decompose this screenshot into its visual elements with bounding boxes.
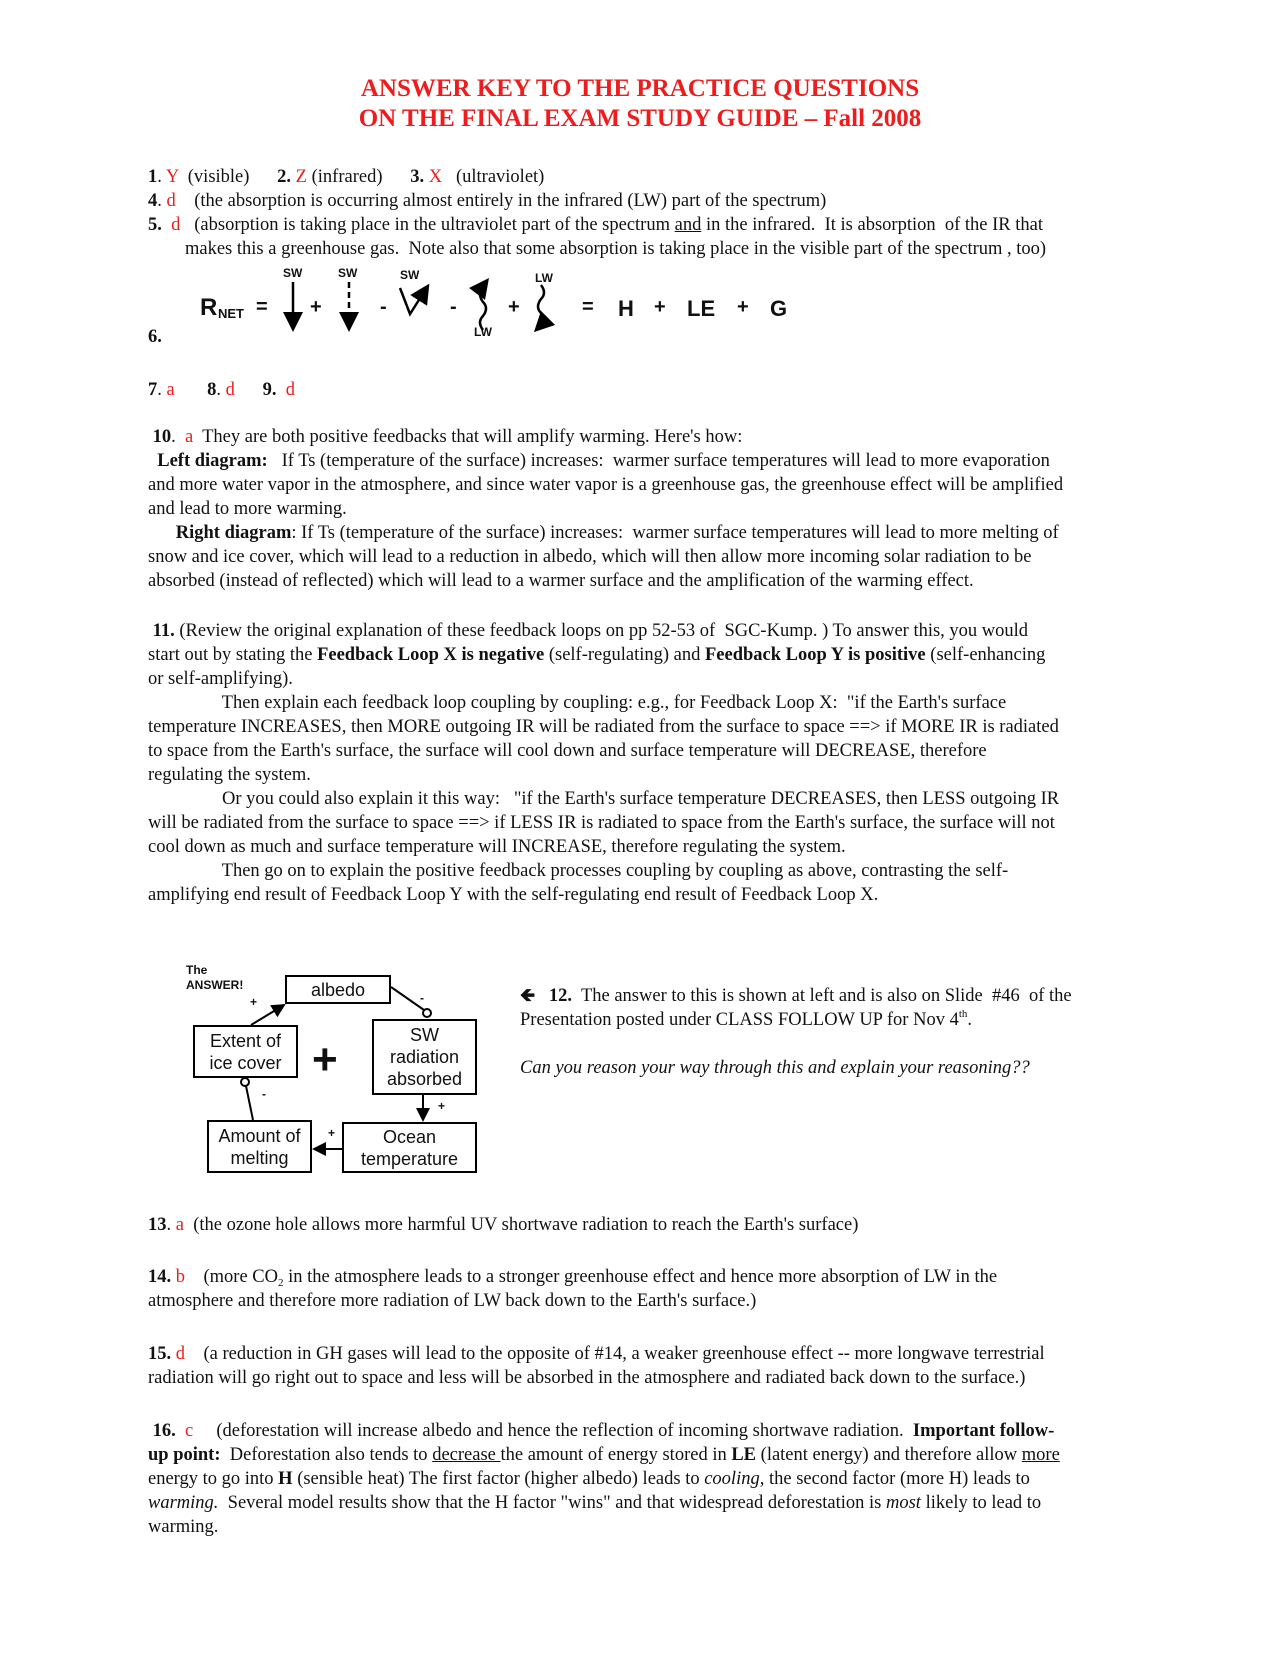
node-sw-absorbed <box>372 1019 477 1095</box>
diagram-heading-2: ANSWER! <box>186 978 244 992</box>
text-line <box>148 1213 1178 1237</box>
node-melting <box>207 1120 312 1173</box>
positive-loop-sign: + <box>312 1035 338 1084</box>
text-run: 2. <box>277 167 292 187</box>
answer-letter: c <box>185 1421 194 1441</box>
text-run: 5. <box>148 215 162 235</box>
text-line <box>148 1289 1178 1313</box>
text-run: more <box>1021 1445 1060 1465</box>
text-run: Deforestation also tends to <box>220 1445 433 1465</box>
text-run: They are both positive feedbacks that will amplify warming. Here's how: <box>193 427 743 447</box>
text-run: H <box>278 1469 293 1489</box>
answer-letter: d <box>171 215 181 235</box>
answer-14 <box>148 1265 1178 1313</box>
text-run: 2 <box>278 1277 284 1289</box>
node-ice-cover <box>193 1025 298 1078</box>
text-run: decrease <box>432 1445 501 1465</box>
text-run: (the absorption is occurring almost entirely in the infrared (LW) part of the spectrum) <box>175 191 827 211</box>
text-run: 11. <box>152 621 175 641</box>
text-run: and <box>674 215 702 235</box>
text-run: . <box>967 1010 973 1030</box>
title-line-2: ON THE FINAL EXAM STUDY GUIDE – Fall 2008 <box>358 105 922 132</box>
answer-letter: b <box>175 1267 185 1287</box>
eq-le: LE <box>687 296 716 321</box>
text-run: : If Ts (temperature of the surface) increases: warmer surface temperatures will lead to more melting of <box>291 523 1059 543</box>
answer-letter: X <box>428 167 443 187</box>
text-run: (infrared) <box>306 167 411 187</box>
answer-letter: d <box>225 380 235 400</box>
node-albedo <box>285 975 391 1004</box>
text-run: regulating the system. <box>148 765 311 785</box>
text-run: makes this a greenhouse gas. Note also that some absorption is taking place in the visible part of the spectrum , too) <box>148 239 1047 259</box>
answer-letter: a <box>166 380 175 400</box>
text-run: energy to go into <box>148 1469 279 1489</box>
text-run: 15. <box>148 1344 172 1364</box>
text-run: (ultraviolet) <box>442 167 545 187</box>
text-line <box>148 1491 1178 1515</box>
node-label: radiation <box>389 1047 460 1067</box>
text-line <box>148 1419 1178 1443</box>
eq-equals-1: = <box>256 296 268 318</box>
text-line <box>148 1366 1178 1390</box>
text-run: most <box>886 1493 921 1513</box>
sign-ice-albedo: + <box>250 995 258 1009</box>
text-run: (deforestation will increase albedo and hence the reflection of incoming shortwave radiation. <box>193 1421 913 1441</box>
node-ocean-temperature <box>342 1122 477 1173</box>
eq-lw-label-down: LW <box>535 271 553 285</box>
text-run: warming. <box>148 1517 219 1537</box>
text-line <box>520 1056 1180 1080</box>
text-run: 7 <box>148 380 158 400</box>
negative-link-circle-icon <box>423 1009 431 1017</box>
text-run: 4 <box>148 191 158 211</box>
answer-letter: d <box>285 380 295 400</box>
text-run: Left diagram: <box>157 451 268 471</box>
text-run: to space from the Earth's surface, the surface will cool down and surface temperature will DECREASE, therefore <box>148 741 987 761</box>
answer-13 <box>148 1213 1178 1237</box>
negative-link-circle-icon <box>241 1078 249 1086</box>
text-run: Presentation posted under CLASS FOLLOW UP for Nov 4 <box>520 1010 959 1030</box>
text-line <box>520 984 1180 1008</box>
eq-net: NET <box>218 306 244 321</box>
lw-down-arrow-icon <box>538 285 544 325</box>
sign-sw-ocean: + <box>438 1099 446 1113</box>
text-run: the amount of energy stored in <box>500 1445 732 1465</box>
text-run: Then explain each feedback loop coupling by coupling: e.g., for Feedback Loop X: "if the Earth's surface <box>148 693 1007 713</box>
text-run: 16. <box>152 1421 176 1441</box>
eq-g: G <box>770 296 788 321</box>
eq-sw-label-3: SW <box>400 268 420 282</box>
text-run: . <box>216 380 226 400</box>
text-run: Can you reason your way through this and explain your reasoning?? <box>520 1058 1030 1078</box>
eq-equals-2: = <box>582 296 594 318</box>
text-run: 6. <box>148 327 162 347</box>
node-label: ice cover <box>209 1052 282 1073</box>
sign-albedo-sw: - <box>420 991 424 1005</box>
answer-letter: d <box>166 191 176 211</box>
text-run: (visible) <box>178 167 278 187</box>
text-run: Right diagram <box>175 523 292 543</box>
text-run: snow and ice cover, which will lead to a reduction in albedo, which will then allow more incoming solar radiation to be <box>148 547 1032 567</box>
text-run: cool down as much and surface temperature will INCREASE, therefore regulating the system. <box>148 837 846 857</box>
answer-15 <box>148 1342 1178 1390</box>
eq-r: R <box>200 294 218 321</box>
node-label: Amount of <box>218 1125 301 1146</box>
text-run: 14. <box>148 1267 172 1287</box>
text-run: absorbed (instead of reflected) which will lead to a warmer surface and the amplification of the warming effect. <box>148 571 974 591</box>
text-run: . <box>166 1215 176 1235</box>
diagram-heading-1: The <box>186 963 208 977</box>
text-run: warming. <box>148 1493 219 1513</box>
text-line <box>148 1467 1178 1491</box>
text-line <box>148 1515 1178 1539</box>
text-run: Feedback Loop Y is positive <box>705 645 926 665</box>
text-line <box>520 1032 1180 1056</box>
text-run: radiation will go right out to space and less will be absorbed in the atmosphere and radiated back down to the surface.) <box>148 1368 1026 1388</box>
eq-sw-label-2: SW <box>338 266 358 280</box>
text-run: 🡸 <box>520 986 540 1006</box>
text-run: likely to lead to <box>920 1493 1042 1513</box>
text-run: If Ts (temperature of the surface) increases: warmer surface temperatures will lead to more evaporation <box>267 451 1050 471</box>
text-line <box>520 1008 1180 1032</box>
text-run: and lead to more warming. <box>148 499 347 519</box>
answer-letter: Z <box>295 167 307 187</box>
title-line-1: ANSWER KEY TO THE PRACTICE QUESTIONS <box>360 75 920 102</box>
node-label: temperature <box>360 1148 459 1169</box>
node-label: SW <box>410 1025 439 1045</box>
answer-16 <box>148 1419 1178 1539</box>
answer-letter: a <box>175 1215 184 1235</box>
text-run: th <box>958 1008 968 1020</box>
eq-sw-label-1: SW <box>283 266 303 280</box>
text-run: (the ozone hole allows more harmful UV shortwave radiation to reach the Earth's surface) <box>183 1215 859 1235</box>
text-run: 13 <box>148 1215 167 1235</box>
eq-plus-2: + <box>508 296 520 318</box>
text-run: in the atmosphere leads to a stronger greenhouse effect and hence more absorption of LW in the <box>283 1267 998 1287</box>
eq-minus-2: - <box>450 296 457 318</box>
answer-letter: a <box>185 427 194 447</box>
text-line <box>148 1265 1178 1289</box>
text-run: 9. <box>262 380 277 400</box>
text-run: 8 <box>207 380 217 400</box>
sign-ocean-melt: + <box>328 1126 336 1140</box>
eq-plus-1: + <box>310 296 322 318</box>
text-run: will be radiated from the surface to space ==> if LESS IR is radiated to space from the Earth's surface, the surface will not <box>148 813 1055 833</box>
text-run: the second factor (more H) leads to <box>764 1469 1030 1489</box>
text-run: atmosphere and therefore more radiation of LW back down to the Earth's surface.) <box>148 1291 757 1311</box>
text-run: 12. <box>548 986 573 1006</box>
text-run: Several model results show that the H factor "wins" and that widespread deforestation is <box>218 1493 886 1513</box>
node-albedo-label: albedo <box>310 979 366 1000</box>
eq-plus-3: + <box>654 296 666 318</box>
text-run: temperature INCREASES, then MORE outgoing IR will be radiated from the surface to space ==> if MORE IR is radiated <box>148 717 1059 737</box>
node-label: absorbed <box>386 1069 463 1089</box>
link-melt-to-ice <box>246 1086 253 1120</box>
answer-letter: d <box>175 1344 185 1364</box>
text-run: LE <box>731 1445 757 1465</box>
text-run: (sensible heat) The first factor (higher albedo) leads to <box>292 1469 705 1489</box>
text-run: amplifying end result of Feedback Loop Y with the self-regulating end result of Feedback Loop X. <box>148 885 879 905</box>
text-run: and more water vapor in the atmosphere, and since water vapor is a greenhouse gas, the greenhouse effect will be amplified <box>148 475 1064 495</box>
text-run: Important follow- <box>912 1421 1055 1441</box>
text-run: 1 <box>148 167 158 187</box>
text-run <box>176 1421 185 1441</box>
text-run: . <box>157 167 166 187</box>
text-line <box>148 1342 1178 1366</box>
text-run: start out by stating the <box>148 645 318 665</box>
text-run: . <box>157 380 167 400</box>
answer-letter: Y <box>165 167 179 187</box>
eq-plus-4: + <box>737 296 749 318</box>
text-line <box>148 1443 1178 1467</box>
text-run: (absorption is taking place in the ultraviolet part of the spectrum <box>180 215 675 235</box>
text-run: Feedback Loop X is negative <box>317 645 545 665</box>
text-run: Then go on to explain the positive feedback processes coupling by coupling as above, contrasting the self- <box>148 861 1009 881</box>
text-run: . <box>157 191 167 211</box>
text-run: in the infrared. It is absorption of the IR that <box>701 215 1043 235</box>
text-run: 3. <box>410 167 425 187</box>
text-run: (a reduction in GH gases will lead to the opposite of #14, a weaker greenhouse effect -- more longwave terrestrial <box>185 1344 1045 1364</box>
text-run <box>540 986 549 1006</box>
eq-minus-1: - <box>380 296 387 318</box>
text-run: cooling, <box>704 1469 765 1489</box>
text-run: (self-regulating) and <box>544 645 705 665</box>
text-run: Or you could also explain it this way: "if the Earth's surface temperature DECREASES, then LESS outgoing IR <box>148 789 1060 809</box>
text-run: (Review the original explanation of these feedback loops on pp 52-53 of SGC-Kump. ) To answer this, you would <box>174 621 1029 641</box>
text-run: (more CO <box>185 1267 278 1287</box>
answer-12 <box>520 984 1180 1080</box>
text-run: . <box>171 427 185 447</box>
sign-melt-ice: - <box>262 1087 266 1101</box>
eq-h: H <box>618 296 634 321</box>
text-run: or self-amplifying). <box>148 669 293 689</box>
text-run: (self-enhancing <box>925 645 1046 665</box>
eq-lw-label-up: LW <box>474 325 492 339</box>
text-run: (latent energy) and therefore allow <box>756 1445 1022 1465</box>
text-run: 10 <box>152 427 172 447</box>
text-run: up point: <box>148 1445 221 1465</box>
node-label: Ocean <box>382 1126 437 1147</box>
node-label: melting <box>230 1147 289 1168</box>
text-run: The answer to this is shown at left and is also on Slide #46 of the <box>572 986 1072 1006</box>
node-label: Extent of <box>209 1030 282 1051</box>
